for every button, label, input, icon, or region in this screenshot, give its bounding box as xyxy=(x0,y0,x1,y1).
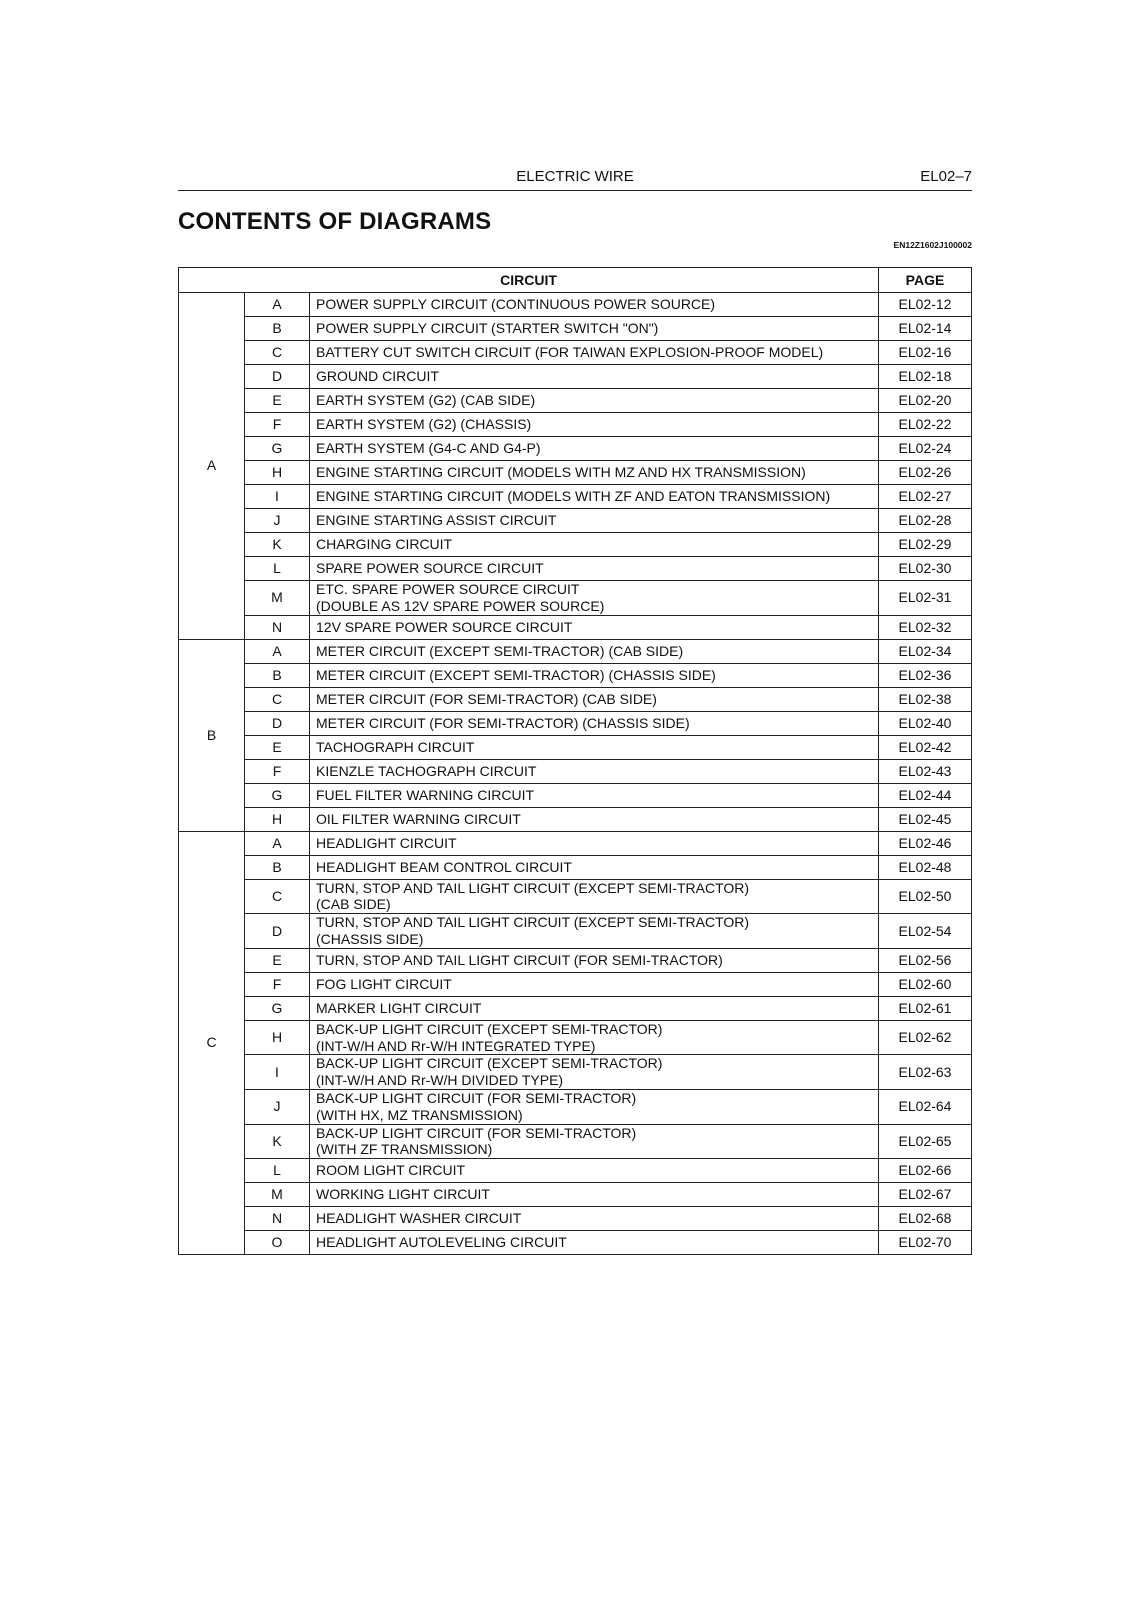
table-row xyxy=(179,1055,972,1090)
circuit-name-line: ETC. SPARE POWER SOURCE CIRCUIT xyxy=(316,581,580,597)
circuit-name xyxy=(310,317,879,341)
page-reference: EL02-62 xyxy=(879,1020,972,1055)
table-row xyxy=(179,759,972,783)
table-row xyxy=(179,1183,972,1207)
item-letter: E xyxy=(245,735,310,759)
section-title: ELECTRIC WIRE xyxy=(516,168,634,185)
item-letter: I xyxy=(245,485,310,509)
circuit-name-line: SPARE POWER SOURCE CIRCUIT xyxy=(316,560,544,577)
circuit-name xyxy=(310,437,879,461)
item-letter: A xyxy=(245,293,310,317)
circuit-name xyxy=(310,831,879,855)
table-row xyxy=(179,1207,972,1231)
item-letter: A xyxy=(245,831,310,855)
circuit-name xyxy=(310,1020,879,1055)
table-row xyxy=(179,996,972,1020)
circuit-name xyxy=(310,639,879,663)
table-row xyxy=(179,509,972,533)
table-row xyxy=(179,413,972,437)
circuit-name-line: TURN, STOP AND TAIL LIGHT CIRCUIT (FOR SEMI-TRACTOR) xyxy=(316,951,723,968)
table-row xyxy=(179,581,972,616)
page-reference: EL02-20 xyxy=(879,389,972,413)
page-reference: EL02-40 xyxy=(879,711,972,735)
item-letter: A xyxy=(245,639,310,663)
circuit-name-line: (WITH HX, MZ TRANSMISSION) xyxy=(316,1106,523,1123)
circuit-name-line: METER CIRCUIT (FOR SEMI-TRACTOR) (CHASSIS SIDE) xyxy=(316,714,690,731)
page-number: EL02–7 xyxy=(920,168,972,185)
table-header-row xyxy=(179,268,972,293)
page-reference: EL02-68 xyxy=(879,1207,972,1231)
table-row xyxy=(179,783,972,807)
circuit-name-line: (INT-W/H AND Rr-W/H DIVIDED TYPE) xyxy=(316,1072,564,1089)
page-reference: EL02-16 xyxy=(879,341,972,365)
page-reference: EL02-29 xyxy=(879,533,972,557)
circuit-name xyxy=(310,1089,879,1124)
circuit-name xyxy=(310,485,879,509)
circuit-name-line: FOG LIGHT CIRCUIT xyxy=(316,975,452,992)
circuit-name-line: HEADLIGHT WASHER CIRCUIT xyxy=(316,1210,522,1227)
circuit-name xyxy=(310,389,879,413)
item-letter: B xyxy=(245,663,310,687)
running-header xyxy=(178,166,972,191)
item-letter: L xyxy=(245,557,310,581)
item-letter: M xyxy=(245,1183,310,1207)
page-reference: EL02-36 xyxy=(879,663,972,687)
circuit-name xyxy=(310,509,879,533)
item-letter: H xyxy=(245,461,310,485)
table-row xyxy=(179,663,972,687)
page-reference: EL02-26 xyxy=(879,461,972,485)
table-row xyxy=(179,831,972,855)
page-reference: EL02-63 xyxy=(879,1055,972,1090)
circuit-name-line: BACK-UP LIGHT CIRCUIT (FOR SEMI-TRACTOR) xyxy=(316,1124,637,1141)
circuit-name-line: CHARGING CIRCUIT xyxy=(316,536,453,553)
page-reference: EL02-66 xyxy=(879,1159,972,1183)
page-reference: EL02-60 xyxy=(879,972,972,996)
circuit-name-line: (CHASSIS SIDE) xyxy=(316,930,424,947)
table-row xyxy=(179,879,972,914)
item-letter: N xyxy=(245,1207,310,1231)
circuit-name-line: OIL FILTER WARNING CIRCUIT xyxy=(316,810,521,827)
circuit-name-line: (WITH ZF TRANSMISSION) xyxy=(316,1141,493,1158)
item-letter: B xyxy=(245,317,310,341)
page-reference: EL02-18 xyxy=(879,365,972,389)
circuit-name xyxy=(310,533,879,557)
table-row xyxy=(179,1124,972,1159)
circuit-name xyxy=(310,996,879,1020)
circuit-name xyxy=(310,735,879,759)
page-reference: EL02-64 xyxy=(879,1089,972,1124)
circuit-name-line: ROOM LIGHT CIRCUIT xyxy=(316,1162,466,1179)
circuit-name-line: GROUND CIRCUIT xyxy=(316,368,439,385)
item-letter: J xyxy=(245,1089,310,1124)
item-letter: G xyxy=(245,437,310,461)
item-letter: C xyxy=(245,879,310,914)
table-body xyxy=(179,293,972,1255)
circuit-name-line: TACHOGRAPH CIRCUIT xyxy=(316,738,475,755)
circuit-name xyxy=(310,855,879,879)
page-reference: EL02-67 xyxy=(879,1183,972,1207)
page-reference: EL02-48 xyxy=(879,855,972,879)
page-reference: EL02-50 xyxy=(879,879,972,914)
table-row xyxy=(179,485,972,509)
table-row xyxy=(179,639,972,663)
circuit-name xyxy=(310,759,879,783)
table-row xyxy=(179,1020,972,1055)
circuit-name-line: ENGINE STARTING ASSIST CIRCUIT xyxy=(316,512,557,529)
circuit-name-line: FUEL FILTER WARNING CIRCUIT xyxy=(316,786,535,803)
item-letter: C xyxy=(245,687,310,711)
table-row xyxy=(179,948,972,972)
circuit-name-line: EARTH SYSTEM (G4-C AND G4-P) xyxy=(316,440,541,457)
contents-table xyxy=(178,267,972,1255)
circuit-name-line: HEADLIGHT AUTOLEVELING CIRCUIT xyxy=(316,1234,567,1251)
circuit-name-line: POWER SUPPLY CIRCUIT (STARTER SWITCH "ON") xyxy=(316,320,659,337)
circuit-name xyxy=(310,783,879,807)
page-reference: EL02-32 xyxy=(879,615,972,639)
item-letter: C xyxy=(245,341,310,365)
circuit-name xyxy=(310,1124,879,1159)
item-letter: F xyxy=(245,413,310,437)
circuit-name-line: (DOUBLE AS 12V SPARE POWER SOURCE) xyxy=(316,597,605,614)
page-reference: EL02-56 xyxy=(879,948,972,972)
item-letter: H xyxy=(245,1020,310,1055)
circuit-name-line: HEADLIGHT BEAM CONTROL CIRCUIT xyxy=(316,858,572,875)
table-row xyxy=(179,389,972,413)
circuit-name-line: 12V SPARE POWER SOURCE CIRCUIT xyxy=(316,618,573,635)
circuit-name-line: BACK-UP LIGHT CIRCUIT (EXCEPT SEMI-TRACTOR) xyxy=(316,1020,663,1037)
page-reference: EL02-43 xyxy=(879,759,972,783)
page-reference: EL02-38 xyxy=(879,687,972,711)
item-letter: F xyxy=(245,759,310,783)
page-reference: EL02-65 xyxy=(879,1124,972,1159)
page-reference: EL02-31 xyxy=(879,581,972,616)
circuit-name-line: EARTH SYSTEM (G2) (CAB SIDE) xyxy=(316,392,536,409)
section-letter: B xyxy=(179,639,245,831)
table-row xyxy=(179,807,972,831)
column-header-circuit: CIRCUIT xyxy=(179,268,879,293)
table-row xyxy=(179,615,972,639)
table-row xyxy=(179,855,972,879)
table-row xyxy=(179,687,972,711)
circuit-name xyxy=(310,293,879,317)
circuit-name-line: POWER SUPPLY CIRCUIT (CONTINUOUS POWER SOURCE) xyxy=(316,296,716,313)
item-letter: N xyxy=(245,615,310,639)
circuit-name-line: METER CIRCUIT (EXCEPT SEMI-TRACTOR) (CAB SIDE) xyxy=(316,642,684,659)
circuit-name-line: KIENZLE TACHOGRAPH CIRCUIT xyxy=(316,762,537,779)
table-row xyxy=(179,461,972,485)
page-reference: EL02-44 xyxy=(879,783,972,807)
table-row xyxy=(179,533,972,557)
item-letter: D xyxy=(245,914,310,949)
circuit-name-line: BATTERY CUT SWITCH CIRCUIT (FOR TAIWAN EXPLOSION-PROOF MODEL) xyxy=(316,344,824,361)
page-reference: EL02-45 xyxy=(879,807,972,831)
circuit-name-line: ENGINE STARTING CIRCUIT (MODELS WITH MZ AND HX TRANSMISSION) xyxy=(316,464,806,481)
item-letter: E xyxy=(245,389,310,413)
column-header-page: PAGE xyxy=(879,268,972,293)
circuit-name xyxy=(310,1183,879,1207)
page-reference: EL02-24 xyxy=(879,437,972,461)
circuit-name-line: TURN, STOP AND TAIL LIGHT CIRCUIT (EXCEPT SEMI-TRACTOR) xyxy=(316,879,750,896)
circuit-name xyxy=(310,948,879,972)
table-row xyxy=(179,711,972,735)
item-letter: G xyxy=(245,783,310,807)
circuit-name xyxy=(310,879,879,914)
item-letter: B xyxy=(245,855,310,879)
page-reference: EL02-54 xyxy=(879,914,972,949)
item-letter: J xyxy=(245,509,310,533)
table-row xyxy=(179,1159,972,1183)
circuit-name xyxy=(310,1231,879,1255)
page-reference: EL02-34 xyxy=(879,639,972,663)
circuit-name xyxy=(310,1207,879,1231)
page-reference: EL02-12 xyxy=(879,293,972,317)
circuit-name xyxy=(310,1159,879,1183)
item-letter: M xyxy=(245,581,310,616)
circuit-name-line: METER CIRCUIT (EXCEPT SEMI-TRACTOR) (CHASSIS SIDE) xyxy=(316,666,716,683)
item-letter: D xyxy=(245,711,310,735)
page-title: CONTENTS OF DIAGRAMS xyxy=(178,208,492,235)
circuit-name xyxy=(310,711,879,735)
page-reference: EL02-14 xyxy=(879,317,972,341)
circuit-name xyxy=(310,914,879,949)
circuit-name-line: EARTH SYSTEM (G2) (CHASSIS) xyxy=(316,416,532,433)
circuit-name xyxy=(310,365,879,389)
item-letter: F xyxy=(245,972,310,996)
item-letter: O xyxy=(245,1231,310,1255)
circuit-name-line: WORKING LIGHT CIRCUIT xyxy=(316,1186,490,1203)
circuit-name-line: HEADLIGHT CIRCUIT xyxy=(316,834,457,851)
circuit-name-line: BACK-UP LIGHT CIRCUIT (FOR SEMI-TRACTOR) xyxy=(316,1089,637,1106)
circuit-name xyxy=(310,615,879,639)
item-letter: D xyxy=(245,365,310,389)
page-reference: EL02-28 xyxy=(879,509,972,533)
table-row xyxy=(179,317,972,341)
circuit-name xyxy=(310,581,879,616)
item-letter: L xyxy=(245,1159,310,1183)
table-row xyxy=(179,341,972,365)
circuit-name xyxy=(310,972,879,996)
circuit-name-line: ENGINE STARTING CIRCUIT (MODELS WITH ZF AND EATON TRANSMISSION) xyxy=(316,488,831,505)
table-row xyxy=(179,735,972,759)
table-row xyxy=(179,293,972,317)
page-reference: EL02-42 xyxy=(879,735,972,759)
table-row xyxy=(179,1089,972,1124)
page-reference: EL02-46 xyxy=(879,831,972,855)
table-row xyxy=(179,972,972,996)
page-reference: EL02-30 xyxy=(879,557,972,581)
circuit-name xyxy=(310,807,879,831)
circuit-name xyxy=(310,687,879,711)
page-reference: EL02-22 xyxy=(879,413,972,437)
circuit-name-line: (CAB SIDE) xyxy=(316,896,391,913)
circuit-name-line: MARKER LIGHT CIRCUIT xyxy=(316,999,482,1016)
document-code: EN12Z1602J100002 xyxy=(893,240,972,250)
circuit-name-line: TURN, STOP AND TAIL LIGHT CIRCUIT (EXCEPT SEMI-TRACTOR) xyxy=(316,914,750,931)
item-letter: K xyxy=(245,1124,310,1159)
section-letter: C xyxy=(179,831,245,1255)
circuit-name xyxy=(310,663,879,687)
table-row xyxy=(179,914,972,949)
item-letter: H xyxy=(245,807,310,831)
table-row xyxy=(179,557,972,581)
table-row xyxy=(179,365,972,389)
page-reference: EL02-61 xyxy=(879,996,972,1020)
circuit-name-line: BACK-UP LIGHT CIRCUIT (EXCEPT SEMI-TRACTOR) xyxy=(316,1055,663,1072)
circuit-name xyxy=(310,413,879,437)
item-letter: I xyxy=(245,1055,310,1090)
table-row xyxy=(179,437,972,461)
circuit-name-line: (INT-W/H AND Rr-W/H INTEGRATED TYPE) xyxy=(316,1037,596,1054)
item-letter: E xyxy=(245,948,310,972)
item-letter: K xyxy=(245,533,310,557)
circuit-name xyxy=(310,341,879,365)
page-reference: EL02-70 xyxy=(879,1231,972,1255)
circuit-name xyxy=(310,557,879,581)
section-letter: A xyxy=(179,293,245,640)
circuit-name xyxy=(310,1055,879,1090)
page-reference: EL02-27 xyxy=(879,485,972,509)
circuit-name-line: METER CIRCUIT (FOR SEMI-TRACTOR) (CAB SIDE) xyxy=(316,690,657,707)
circuit-name xyxy=(310,461,879,485)
item-letter: G xyxy=(245,996,310,1020)
table-row xyxy=(179,1231,972,1255)
